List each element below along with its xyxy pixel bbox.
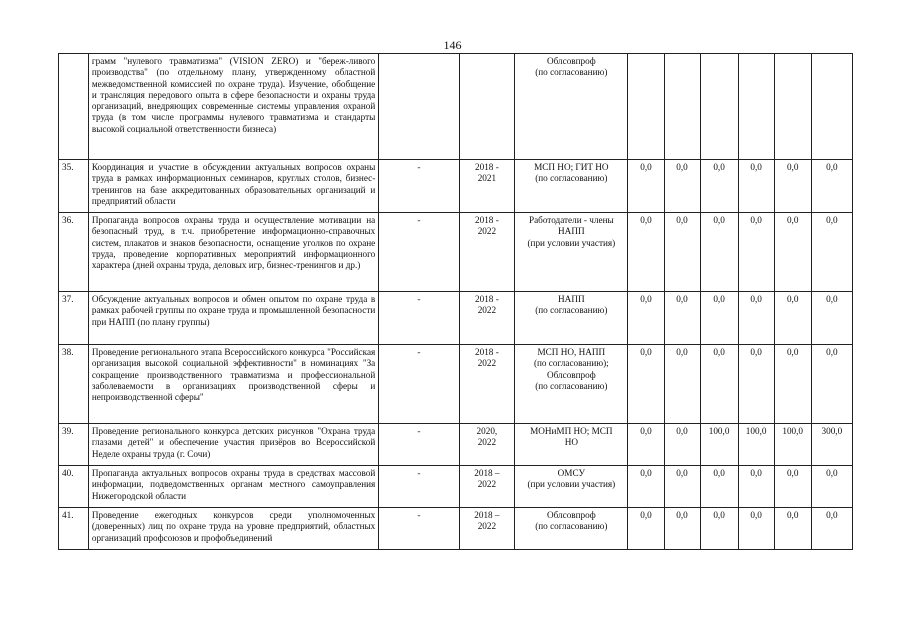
row-number-cell: 40. bbox=[59, 466, 89, 508]
executor-cell: МСП НО; ГИТ НО (по согласованию) bbox=[515, 160, 628, 213]
value-cell: 0,0 bbox=[664, 508, 700, 550]
dash-cell: - bbox=[379, 292, 459, 345]
value-cell: 0,0 bbox=[811, 292, 852, 345]
value-cell bbox=[774, 54, 811, 160]
value-cell bbox=[738, 54, 774, 160]
period-cell: 2018 – 2022 bbox=[459, 466, 515, 508]
value-cell: 0,0 bbox=[664, 213, 700, 292]
executor-cell: МОНиМП НО; МСП НО bbox=[515, 424, 628, 466]
value-cell: 0,0 bbox=[738, 345, 774, 424]
value-cell: 0,0 bbox=[811, 160, 852, 213]
description-cell: грамм "нулевого травматизма" (VISION ZERO) и "береж-ливого производства" (по отдельному плану, утвержденному областной межведомственной комиссией по охране труда). Изучение, обобщение и трансляция передового опыта в сфере безопасности и охраны труда организаций, внедряющих современные системы управления охраной труда (в том числе программы нулевого травматизма и стандарты высокой социальной ответственности бизнеса) bbox=[88, 54, 378, 160]
value-cell: 0,0 bbox=[664, 292, 700, 345]
value-cell: 0,0 bbox=[628, 213, 664, 292]
period-cell bbox=[459, 54, 515, 160]
value-cell: 0,0 bbox=[738, 160, 774, 213]
dash-cell: - bbox=[379, 466, 459, 508]
value-cell: 0,0 bbox=[700, 508, 738, 550]
dash-cell: - bbox=[379, 424, 459, 466]
value-cell: 0,0 bbox=[664, 345, 700, 424]
dash-cell: - bbox=[379, 213, 459, 292]
table-row bbox=[59, 213, 853, 292]
dash-cell: - bbox=[379, 508, 459, 550]
value-cell: 0,0 bbox=[811, 213, 852, 292]
dash-cell: - bbox=[379, 160, 459, 213]
value-cell: 0,0 bbox=[628, 292, 664, 345]
value-cell: 0,0 bbox=[664, 160, 700, 213]
row-number-cell: 36. bbox=[59, 213, 89, 292]
row-number-cell: 41. bbox=[59, 508, 89, 550]
value-cell: 0,0 bbox=[774, 292, 811, 345]
period-cell: 2018 – 2022 bbox=[459, 508, 515, 550]
table-row bbox=[59, 424, 853, 466]
value-cell bbox=[700, 54, 738, 160]
row-number-cell: 38. bbox=[59, 345, 89, 424]
description-cell: Проведение ежегодных конкурсов среди уполномоченных (доверенных) лиц по охране труда на уровне предприятий, областных организаций профсоюзов и профобъединений bbox=[88, 508, 378, 550]
description-cell: Проведение регионального этапа Всероссийского конкурса "Российская организация высокой социальной эффективности" в номинациях "За сокращение производственного травматизма и профессиональной заболеваемости в организациях производственной сферы и непроизводственной сферы" bbox=[88, 345, 378, 424]
row-number-cell: 35. bbox=[59, 160, 89, 213]
executor-cell: Облсовпроф (по согласованию) bbox=[515, 54, 628, 160]
value-cell: 0,0 bbox=[628, 345, 664, 424]
period-cell: 2018 - 2022 bbox=[459, 292, 515, 345]
value-cell: 0,0 bbox=[664, 466, 700, 508]
value-cell: 0,0 bbox=[700, 466, 738, 508]
value-cell: 100,0 bbox=[774, 424, 811, 466]
value-cell: 0,0 bbox=[738, 508, 774, 550]
value-cell: 0,0 bbox=[774, 160, 811, 213]
value-cell: 0,0 bbox=[664, 424, 700, 466]
executor-cell: ОМСУ (при условии участия) bbox=[515, 466, 628, 508]
row-number-cell bbox=[59, 54, 89, 160]
value-cell: 0,0 bbox=[774, 466, 811, 508]
table-row bbox=[59, 292, 853, 345]
description-cell: Обсуждение актуальных вопросов и обмен опытом по охране труда в рамках рабочей группы по охране труда и промышленной безопасности при НАПП (по плану группы) bbox=[88, 292, 378, 345]
value-cell: 0,0 bbox=[628, 160, 664, 213]
value-cell: 0,0 bbox=[774, 508, 811, 550]
executor-cell: МСП НО, НАПП (по согласованию); Облсовпроф (по согласованию) bbox=[515, 345, 628, 424]
period-cell: 2018 - 2021 bbox=[459, 160, 515, 213]
table-row bbox=[59, 160, 853, 213]
value-cell: 0,0 bbox=[700, 160, 738, 213]
dash-cell bbox=[379, 54, 459, 160]
table-row bbox=[59, 508, 853, 550]
value-cell: 0,0 bbox=[774, 213, 811, 292]
value-cell: 0,0 bbox=[738, 466, 774, 508]
value-cell: 0,0 bbox=[811, 508, 852, 550]
description-cell: Проведение регионального конкурса детских рисунков "Охрана труда глазами детей" и обеспечение участия призёров во Всероссийской Неделе охраны труда (г. Сочи) bbox=[88, 424, 378, 466]
table-row bbox=[59, 466, 853, 508]
value-cell: 0,0 bbox=[700, 213, 738, 292]
value-cell: 0,0 bbox=[738, 213, 774, 292]
executor-cell: Облсовпроф (по согласованию) bbox=[515, 508, 628, 550]
value-cell: 100,0 bbox=[700, 424, 738, 466]
executor-cell: НАПП (по согласованию) bbox=[515, 292, 628, 345]
value-cell: 0,0 bbox=[811, 466, 852, 508]
value-cell: 0,0 bbox=[774, 345, 811, 424]
value-cell: 0,0 bbox=[700, 292, 738, 345]
description-cell: Координация и участие в обсуждении актуальных вопросов охраны труда в рамках информационных семинаров, круглых столов, бизнес-тренингов на базе аккредитованных образовательных организаций и предприятий области bbox=[88, 160, 378, 213]
value-cell: 0,0 bbox=[738, 292, 774, 345]
description-cell: Пропаганда вопросов охраны труда и осуществление мотивации на безопасный труд, в т.ч. приобретение информационно-справочных систем, плакатов и знаков безопасности, оснащение уголков по охране труда, проведение корпоративных мероприятий информационного характера (дней охраны труда, деловых игр, бизнес-тренингов и др.) bbox=[88, 213, 378, 292]
executor-cell: Работодатели - члены НАПП (при условии участия) bbox=[515, 213, 628, 292]
value-cell bbox=[628, 54, 664, 160]
table-row bbox=[59, 54, 853, 160]
value-cell: 0,0 bbox=[700, 345, 738, 424]
value-cell: 0,0 bbox=[811, 345, 852, 424]
value-cell: 0,0 bbox=[628, 424, 664, 466]
value-cell bbox=[811, 54, 852, 160]
value-cell: 0,0 bbox=[628, 466, 664, 508]
period-cell: 2018 - 2022 bbox=[459, 345, 515, 424]
value-cell: 100,0 bbox=[738, 424, 774, 466]
period-cell: 2020, 2022 bbox=[459, 424, 515, 466]
value-cell: 0,0 bbox=[628, 508, 664, 550]
measures-table bbox=[58, 53, 853, 550]
period-cell: 2018 - 2022 bbox=[459, 213, 515, 292]
row-number-cell: 39. bbox=[59, 424, 89, 466]
page-number: 146 bbox=[443, 38, 462, 52]
value-cell bbox=[664, 54, 700, 160]
dash-cell: - bbox=[379, 345, 459, 424]
description-cell: Пропаганда актуальных вопросов охраны труда в средствах массовой информации, подведомственных органам местного самоуправления Нижегородской области bbox=[88, 466, 378, 508]
table-row bbox=[59, 345, 853, 424]
value-cell: 300,0 bbox=[811, 424, 852, 466]
row-number-cell: 37. bbox=[59, 292, 89, 345]
